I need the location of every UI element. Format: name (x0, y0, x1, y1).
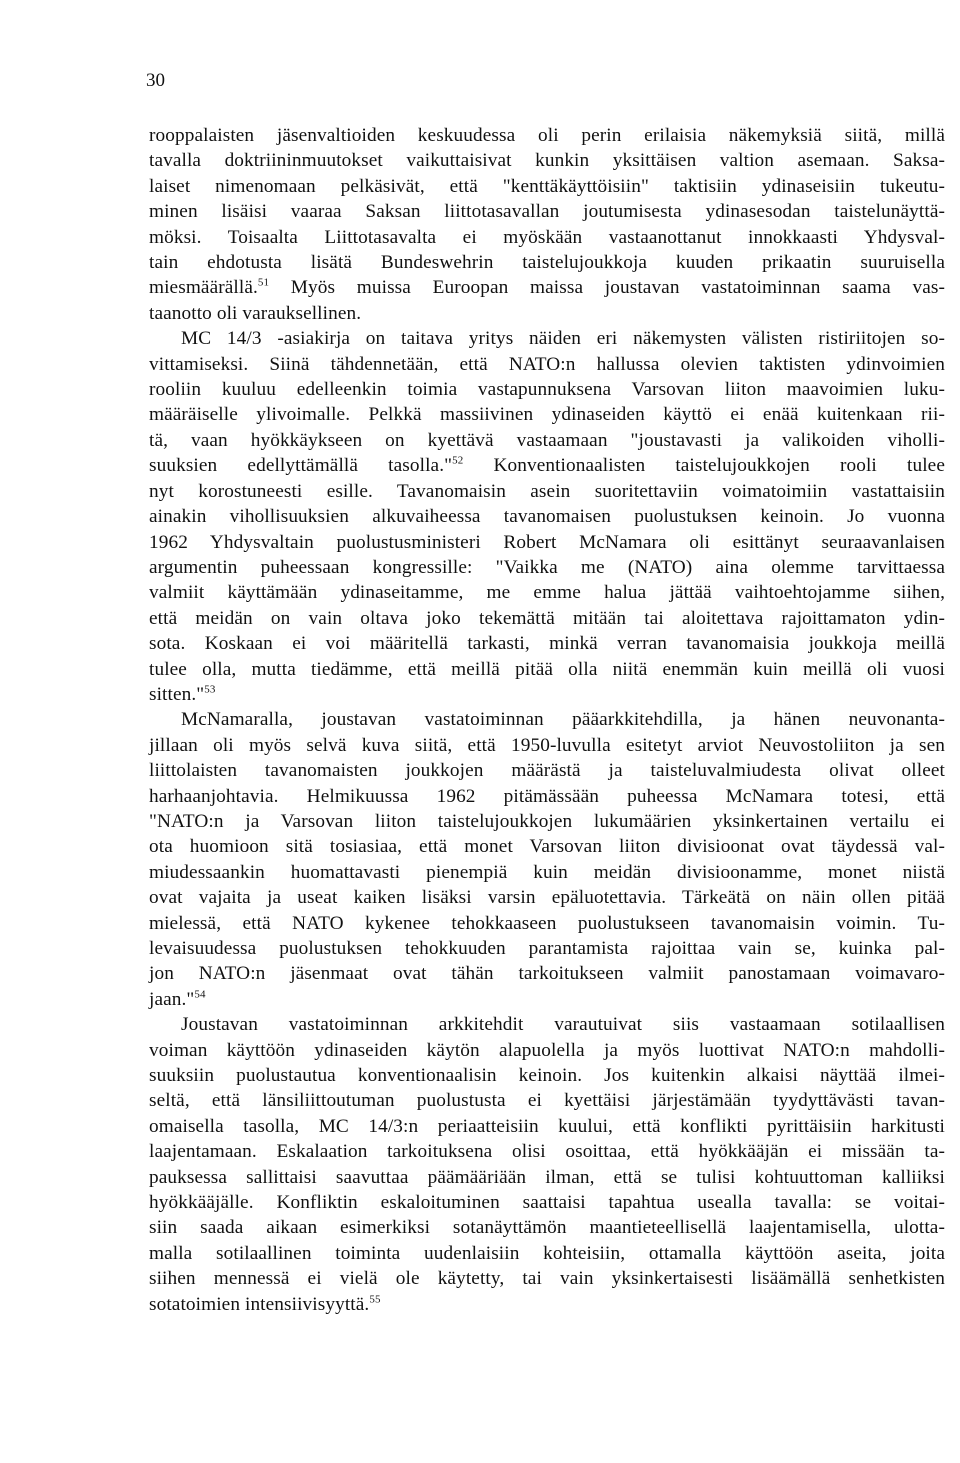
text-line (149, 326, 945, 351)
text-line (149, 1012, 945, 1037)
body-text (149, 123, 945, 1317)
text-line (149, 1088, 945, 1113)
text-line (149, 199, 945, 224)
line-text: laiset nimenomaan pelkäsivät, että "kenttäkäyttöisiin" taktisiin ydinaseisiin tukeutu- (149, 175, 945, 197)
text-line (149, 733, 945, 758)
text-line (149, 758, 945, 783)
text-line (149, 911, 945, 936)
text-line (149, 301, 945, 326)
text-line (149, 707, 945, 732)
text-line (149, 580, 945, 605)
text-line (149, 809, 945, 834)
text-line (149, 148, 945, 173)
line-text: vittamiseksi. Siinä tähdennetään, että NATO:n hallussa olevien taktisten ydinvoimien (149, 353, 945, 375)
text-line (149, 834, 945, 859)
text-line (149, 275, 945, 300)
line-text: miesmäärällä. (149, 277, 258, 299)
text-line (149, 885, 945, 910)
line-text: liittolaisten tavanomaisten joukkojen määrästä ja taisteluvalmiudesta olivat olleet (149, 760, 945, 782)
line-text: ainakin vihollisuuksien alkuvaiheessa tavanomaisen puolustuksen keinoin. Jo vuonna (149, 506, 945, 528)
line-text: rooppalaisten jäsenvaltioiden keskuudessa oli perin erilaisia näkemyksiä siitä, millä (149, 125, 945, 146)
footnote-marker: 52 (452, 454, 464, 467)
text-line (149, 606, 945, 631)
text-line (149, 377, 945, 402)
text-line (149, 479, 945, 504)
line-text: miudessaankin huomattavasti pienempiä kuin meidän divisioonamme, monet niistä (149, 861, 945, 883)
line-text-continued: Konventionaalisten taistelujoukkojen rooli tulee (463, 455, 945, 477)
text-line (149, 1038, 945, 1063)
line-text: McNamaralla, joustavan vastatoiminnan pääarkkitehdilla, ja hänen neuvonanta- (181, 709, 945, 731)
line-text: MC 14/3 -asiakirja on taitava yritys näiden eri näkemysten välisten ristiriitojen so- (181, 328, 945, 350)
line-text: jon NATO:n jäsenmaat ovat tähän tarkoitukseen valmiit panostamaan voimavaro- (149, 963, 945, 985)
line-text: laajentamaan. Eskalaation tarkoituksena olisi osoittaa, että hyökkääjän ei missään ta- (149, 1141, 945, 1163)
line-text: sota. Koskaan ei voi määritellä tarkasti, minkä verran tavanomaisia joukkoja meillä (149, 633, 945, 655)
line-text: malla sotilaallinen toiminta uudenlaisiin kohteisiin, ottamalla käyttöön aseita, joita (149, 1242, 945, 1264)
text-line (149, 225, 945, 250)
line-text: sitten." (149, 683, 205, 705)
line-text: että meidän on vain oltava joko tekemättä mitään tai aloitettava rajoittamaton ydin- (149, 607, 945, 629)
text-line (149, 402, 945, 427)
text-line (149, 682, 945, 707)
text-line (149, 1215, 945, 1240)
line-text: valmiit käyttämään ydinaseitamme, me emme halua jättää vaihtoehtojamme siihen, (149, 582, 945, 604)
footnote-marker: 51 (257, 277, 270, 290)
text-line (149, 961, 945, 986)
text-line (149, 1139, 945, 1164)
line-text: möksi. Toisaalta Liittotasavalta ei myöskään vastaanottanut innokkaasti Yhdysval- (149, 226, 945, 248)
line-text: minen lisäisi vaaraa Saksan liittotasavallan joutumisesta ydinasesodan taistelunäyttä- (149, 201, 945, 223)
text-line (149, 657, 945, 682)
line-text: tain ehdotusta lisätä Bundeswehrin taistelujoukkoja kuuden prikaatin suuruisella (149, 252, 945, 274)
line-text: levaisuudessa puolustuksen tehokkuuden parantamista rajoittaa vain se, kuinka pal- (149, 938, 945, 959)
line-text: hyökkääjälle. Konfliktin eskaloituminen saattaisi tapahtua usealla tavalla: se voitai- (149, 1192, 945, 1214)
text-line (149, 174, 945, 199)
line-text-continued: Myös muissa Euroopan maissa joustavan vastatoiminnan saama vas- (269, 277, 945, 299)
line-text: ota huomioon sitä tosiasiaa, että monet Varsovan liiton divisioonat ovat täydessä val- (149, 836, 945, 858)
line-text: pauksessa sallittaisi saavuttaa päämääriään ilman, että se tulisi kohtuuttoman kalliiksi (149, 1166, 945, 1188)
paragraph (149, 707, 945, 1012)
line-text: jaan." (149, 988, 195, 1010)
line-text: voiman käyttöön ydinaseiden käytön alapuolella ja myös luottivat NATO:n mahdolli- (149, 1039, 945, 1061)
line-text: rooliin kuuluu edelleenkin toimia vastapunnuksena Varsovan liiton maavoimien luku- (149, 379, 945, 401)
line-text: tulee olla, mutta tiedämme, että meillä pitää olla niitä enemmän kuin meillä oli vuosi (149, 658, 945, 680)
text-line (149, 1114, 945, 1139)
line-text: jillaan oli myös selvä kuva siitä, että 1950-luvulla esitetyt arviot Neuvostoliiton ja sen (149, 734, 945, 756)
text-line (149, 1190, 945, 1215)
line-text: ovat vajaita ja useat kaiken lisäksi varsin epäluotettavia. Tärkeätä on näin ollen pitää (149, 887, 945, 909)
text-line (149, 987, 945, 1012)
text-line (149, 1165, 945, 1190)
text-line (149, 250, 945, 275)
line-text: harhaanjohtavia. Helmikuussa 1962 pitämässään puheessa McNamara totesi, että (149, 785, 945, 807)
line-text: mielessä, että NATO kykenee tehokkaaseen puolustukseen tavanomaisin voimin. Tu- (149, 912, 945, 934)
line-text: omaisella tasolla, MC 14/3:n periaatteisiin kuului, että konflikti pyrittäisiin harkitusti (149, 1115, 945, 1137)
paragraph (149, 1012, 945, 1317)
text-line (149, 555, 945, 580)
text-line (149, 1063, 945, 1088)
line-text: nyt korostuneesti esille. Tavanomaisin asein suoritettaviin voimatoimiin vastattaisiin (149, 480, 945, 502)
line-text: siin saada aikaan esimerkiksi sotanäyttämön maantieteellisellä laajentamisella, ulotta- (149, 1217, 945, 1239)
line-text: argumentin puheessaan kongressille: "Vaikka me (NATO) aina olemme tarvittaessa (149, 556, 945, 578)
text-line (149, 860, 945, 885)
paragraph (149, 123, 945, 326)
text-line (149, 453, 945, 478)
text-line (149, 1292, 945, 1317)
line-text: suuksien edellyttämällä tasolla." (149, 455, 453, 477)
text-line (149, 428, 945, 453)
text-line (149, 352, 945, 377)
text-line (149, 123, 945, 148)
footnote-marker: 53 (204, 683, 216, 696)
line-text: sotatoimien intensiivisyyttä. (149, 1293, 370, 1315)
line-text: tavalla doktriininmuutokset vaikuttaisivat kunkin yksittäisen valtion asemaan. Saksa- (149, 150, 945, 172)
footnote-marker: 55 (369, 1293, 381, 1306)
line-text: taanotto oli varauksellinen. (149, 302, 362, 324)
footnote-marker: 54 (194, 988, 206, 1001)
line-text: tä, vaan hyökkäykseen on kyettävä vastaamaan "joustavasti ja valikoiden viholli- (149, 429, 945, 451)
line-text: suuksiin puolustautua konventionaalisin keinoin. Jos kuitenkin alkaisi näyttää ilmei- (149, 1065, 945, 1087)
text-line (149, 504, 945, 529)
text-line (149, 936, 945, 961)
text-line (149, 631, 945, 656)
paragraph (149, 326, 945, 707)
line-text: "NATO:n ja Varsovan liiton taistelujoukkojen lukumäärien yksinkertainen vertailu ei (149, 810, 945, 832)
text-line (149, 1241, 945, 1266)
line-text: Joustavan vastatoiminnan arkkitehdit varautuivat siis vastaamaan sotilaallisen (181, 1014, 945, 1036)
line-text: 1962 Yhdysvaltain puolustusministeri Robert McNamara oli esittänyt seuraavanlaisen (149, 531, 945, 553)
line-text: siihen mennessä ei vielä ole käytetty, tai vain yksinkertaisesti lisäämällä senhetkisten (149, 1268, 945, 1290)
text-line (149, 784, 945, 809)
line-text: määräiselle ylivoimalle. Pelkkä massiivinen ydinaseiden käyttö ei enää kuitenkaan rii- (149, 404, 945, 426)
line-text: seltä, että länsiliittoutuman puolustusta ei kyettäisi järjestämään tyydyttävästi tavan- (149, 1090, 945, 1112)
text-line (149, 1266, 945, 1291)
text-line (149, 530, 945, 555)
page-number: 30 (146, 70, 165, 91)
